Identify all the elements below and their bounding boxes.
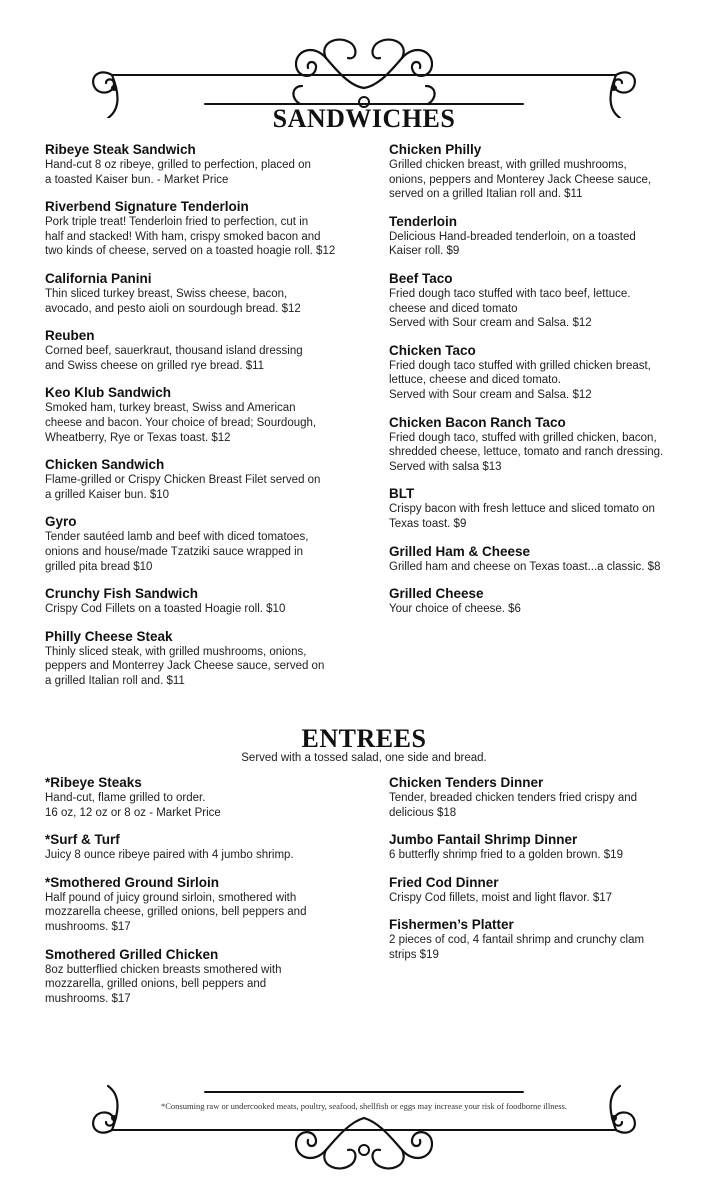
menu-item-name: Fishermen’s Platter <box>389 917 514 933</box>
menu-item <box>389 917 689 962</box>
menu-item-description: 6 butterfly shrimp fried to a golden brown. $19 <box>389 849 623 862</box>
entrees-subtitle: Served with a tossed salad, one side and bread. <box>241 752 487 764</box>
sandwiches-heading: SANDWICHES <box>272 104 456 133</box>
menu-item-name: Chicken Philly <box>389 142 482 157</box>
menu-item-description: Corned beef, sauerkraut, thousand island dressing and Swiss cheese on grilled rye bread. $11 <box>45 345 303 372</box>
menu-item-description: Grilled ham and cheese on Texas toast...a classic. $8 <box>389 560 661 573</box>
menu-item-name: Philly Cheese Steak <box>45 628 173 644</box>
menu-item-description: Thinly sliced steak, with grilled mushrooms, onions, peppers and Monterrey Jack Cheese sauce, served on a grilled Italian roll and. $11 <box>45 645 325 687</box>
menu-item <box>45 271 345 316</box>
menu-item-description: Half pound of juicy ground sirloin, smothered with mozzarella cheese, grilled onions, bell peppers and mushrooms. $17 <box>45 891 307 933</box>
menu-item-name: BLT <box>389 486 415 502</box>
menu-item <box>389 875 689 906</box>
menu-item-name: Chicken Bacon Ranch Taco <box>389 414 566 430</box>
menu-item <box>45 385 345 445</box>
menu-item <box>45 586 345 617</box>
menu-item-description: Pork triple treat! Tenderloin fried to perfection, cut in half and stacked! With ham, crispy smoked bacon and two kinds of cheese, served on a toasted hoagie roll. $12 <box>45 216 336 258</box>
menu-item-name: Beef Taco <box>389 270 453 286</box>
menu-item-description: 2 pieces of cod, 4 fantail shrimp and crunchy clam strips $19 <box>389 934 645 961</box>
sandwiches-left-column <box>45 142 345 700</box>
menu-item-name: Keo Klub Sandwich <box>45 385 172 401</box>
menu-item-name: Ribeye Steak Sandwich <box>45 142 196 157</box>
menu-item-name: Tenderloin <box>389 213 458 229</box>
menu-item-description: Thin sliced turkey breast, Swiss cheese, bacon, avocado, and pesto aioli on sourdough bread. $12 <box>45 287 301 315</box>
menu-item-name: Fried Cod Dinner <box>389 874 499 890</box>
menu-item-name: California Panini <box>45 270 152 286</box>
menu-item-name: Jumbo Fantail Shrimp Dinner <box>389 832 578 848</box>
menu-item-name: Smothered Grilled Chicken <box>45 946 219 962</box>
menu-item-description: Crispy bacon with fresh lettuce and sliced tomato on Texas toast. $9 <box>389 503 655 530</box>
menu-item-description: Grilled chicken breast, with grilled mushrooms, onions, peppers and Monterey Jack Cheese sauce, served on a grilled Italian roll and. $11 <box>389 159 652 201</box>
menu-item <box>45 629 345 689</box>
menu-item-description: Crispy Cod fillets, moist and light flavor. $17 <box>389 891 613 904</box>
menu-item-name: Gyro <box>45 514 77 530</box>
menu-item-description: Tender, breaded chicken tenders fried crispy and delicious $18 <box>389 792 638 819</box>
menu-item <box>389 832 689 863</box>
entrees-heading: ENTREES <box>301 724 427 753</box>
menu-item <box>45 457 345 502</box>
menu-item <box>389 271 689 331</box>
menu-item <box>45 514 345 574</box>
menu-item-description: Delicious Hand-breaded tenderloin, on a toasted Kaiser roll. $9 <box>389 230 636 258</box>
menu-item-name: Crunchy Fish Sandwich <box>45 586 199 602</box>
menu-item-description: Hand-cut, flame grilled to order. 16 oz, 12 oz or 8 oz - Market Price <box>45 792 221 819</box>
menu-item <box>389 586 689 617</box>
menu-item <box>45 142 345 187</box>
menu-item <box>45 832 345 863</box>
bottom-flourish-icon <box>0 1078 728 1178</box>
menu-item-name: Grilled Ham & Cheese <box>389 543 531 559</box>
menu-item-description: 8oz butterflied chicken breasts smothered with mozzarella, grilled onions, bell peppers and mushrooms. $17 <box>45 963 282 1005</box>
menu-item-name: Reuben <box>45 328 95 344</box>
menu-item-name: *Surf & Turf <box>45 832 120 848</box>
menu-item <box>45 875 345 935</box>
food-safety-disclaimer: *Consuming raw or undercooked meats, poultry, seafood, shellfish or eggs may increase your risk of foodborne illness. <box>161 1101 567 1111</box>
menu-item-name: *Smothered Ground Sirloin <box>45 874 220 890</box>
menu-item-description: Hand-cut 8 oz ribeye, grilled to perfection, placed on a toasted Kaiser bun. - Market Price <box>45 159 311 186</box>
menu-item-description: Juicy 8 ounce ribeye paired with 4 jumbo shrimp. <box>45 849 294 862</box>
menu-item-description: Crispy Cod Fillets on a toasted Hoagie roll. $10 <box>45 603 286 616</box>
menu-item <box>389 214 689 259</box>
menu-item-name: Chicken Taco <box>389 342 476 358</box>
entrees-left-column <box>45 775 345 1018</box>
menu-item-description: Flame-grilled or Crispy Chicken Breast Filet served on a grilled Kaiser bun. $10 <box>45 474 321 501</box>
menu-item <box>389 486 689 531</box>
menu-item <box>389 415 689 475</box>
entrees-right-column <box>389 775 689 975</box>
menu-item <box>389 142 689 202</box>
menu-item-description: Fried dough taco stuffed with taco beef, lettuce. cheese and diced tomato Served with Sour cream and Salsa. $12 <box>389 287 631 330</box>
menu-item-name: Grilled Cheese <box>389 586 484 602</box>
menu-item-name: *Ribeye Steaks <box>45 775 142 790</box>
menu-item <box>389 343 689 403</box>
menu-item-name: Chicken Sandwich <box>45 457 165 473</box>
menu-item <box>389 775 689 820</box>
menu-item <box>45 775 345 820</box>
sandwiches-right-column <box>389 142 689 629</box>
menu-item <box>45 947 345 1007</box>
menu-item-description: Fried dough taco, stuffed with grilled chicken, bacon, shredded cheese, lettuce, tomato and ranch dressing. Served with salsa $13 <box>389 431 664 473</box>
menu-item <box>45 199 345 259</box>
menu-item-name: Chicken Tenders Dinner <box>389 775 544 790</box>
menu-item <box>45 328 345 373</box>
menu-item-name: Riverbend Signature Tenderloin <box>45 199 249 215</box>
menu-item-description: Tender sautéed lamb and beef with diced tomatoes, onions and house/made Tzatziki sauce wrapped in grilled pita bread $10 <box>45 531 309 573</box>
menu-item <box>389 544 689 575</box>
menu-item-description: Fried dough taco stuffed with grilled chicken breast, lettuce, cheese and diced tomato. Served with Sour cream and Salsa. $12 <box>389 359 651 401</box>
menu-item-description: Your choice of cheese. $6 <box>389 603 521 616</box>
menu-item-description: Smoked ham, turkey breast, Swiss and American cheese and bacon. Your choice of bread; Sourdough, Wheatberry, Rye or Texas toast. $12 <box>45 402 317 444</box>
